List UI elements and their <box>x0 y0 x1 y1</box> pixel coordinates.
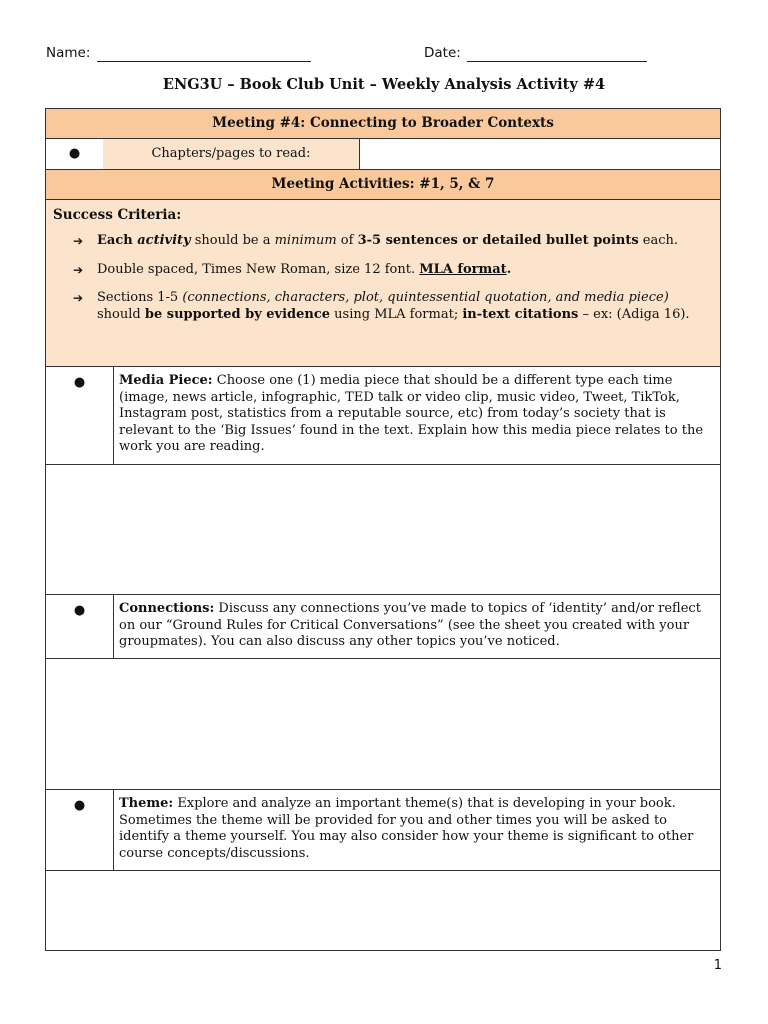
theme-text: Explore and analyze an important theme(s) that is developing in your book. Sometimes the theme will be provided for you and other times you will be asked to identify a theme yourself. You may also consider how your theme is significant to other course concepts/discussions. <box>119 796 694 861</box>
criteria-text: in-text citations <box>462 306 579 322</box>
bullet-icon: ● <box>73 798 86 813</box>
theme-prompt <box>113 790 720 862</box>
name-field[interactable] <box>46 45 311 62</box>
criteria-item <box>53 262 713 279</box>
criteria-text: should be a <box>190 233 275 248</box>
connections-answer-area[interactable] <box>45 658 721 790</box>
activities-heading: Meeting Activities: #1, 5, & 7 <box>45 169 721 200</box>
criteria-text: 3-5 sentences or detailed bullet points <box>357 233 639 248</box>
date-field[interactable] <box>424 45 647 62</box>
criteria-text: MLA format <box>419 261 507 277</box>
arrow-icon: ➔ <box>73 262 84 277</box>
criteria-text: each. <box>638 233 679 248</box>
bullet-icon: ● <box>68 146 81 161</box>
criteria-text: minimum <box>274 233 337 248</box>
connections-row <box>45 594 721 659</box>
media-piece-text: Choose one (1) media piece that should be a different type each time (image, news article, infographic, TED talk or video clip, music video, Tweet, TikTok, Instagram post, statistics from a reputable source, etc) from today’s society that is relevant to the ‘Big Issues’ found in the text. Explain how this media piece relates to the work you are reading. <box>119 373 704 454</box>
theme-answer-area[interactable] <box>45 870 721 951</box>
bullet-cell <box>46 367 114 464</box>
success-criteria <box>45 199 721 367</box>
theme-row <box>45 789 721 871</box>
theme-label: Theme: <box>119 796 174 811</box>
date-blank[interactable] <box>467 45 647 62</box>
chapters-input[interactable] <box>360 139 720 169</box>
criteria-text: Each <box>97 233 138 248</box>
criteria-text: (connections, characters, plot, quintessential quotation, and media piece) <box>182 290 669 305</box>
media-piece-prompt <box>113 367 720 456</box>
name-label: Name: <box>46 45 91 61</box>
bullet-cell <box>46 790 114 870</box>
bullet-icon: ● <box>73 603 86 618</box>
media-piece-answer-area[interactable] <box>45 464 721 595</box>
media-piece-row <box>45 366 721 465</box>
criteria-text: should <box>97 306 145 322</box>
criteria-text: . <box>506 261 512 277</box>
criteria-title: Success Criteria: <box>53 207 182 223</box>
document-title: ENG3U – Book Club Unit – Weekly Analysis Activity #4 <box>162 76 606 93</box>
page-number: 1 <box>713 958 722 973</box>
criteria-text: using MLA format; <box>330 306 463 322</box>
chapters-row <box>45 138 721 170</box>
criteria-item <box>53 290 713 323</box>
criteria-text: activity <box>137 233 191 248</box>
meeting-heading: Meeting #4: Connecting to Broader Contexts <box>45 108 721 139</box>
criteria-text: of <box>336 233 358 248</box>
criteria-text: Sections 1-5 <box>97 290 183 305</box>
bullet-cell <box>46 595 114 658</box>
name-blank[interactable] <box>97 45 311 62</box>
connections-prompt <box>113 595 720 651</box>
bullet-cell <box>46 139 104 169</box>
criteria-text: Double spaced, Times New Roman, size 12 font. <box>97 261 420 277</box>
bullet-icon: ● <box>73 375 86 390</box>
arrow-icon: ➔ <box>73 291 84 305</box>
date-label: Date: <box>424 45 461 61</box>
connections-label: Connections: <box>119 601 215 616</box>
media-piece-label: Media Piece: <box>119 373 213 388</box>
criteria-item <box>53 233 713 250</box>
connections-text: Discuss any connections you’ve made to topics of ‘identity’ and/or reflect on our “Ground Rules for Critical Conversations” (see the sheet you created with your groupmates). You can also discuss any other topics you’ve noticed. <box>119 601 701 649</box>
criteria-text: be supported by evidence <box>144 306 331 322</box>
chapters-label: Chapters/pages to read: <box>103 139 360 169</box>
arrow-icon: ➔ <box>73 234 84 248</box>
criteria-text: – ex: (Adiga 16). <box>578 306 690 322</box>
